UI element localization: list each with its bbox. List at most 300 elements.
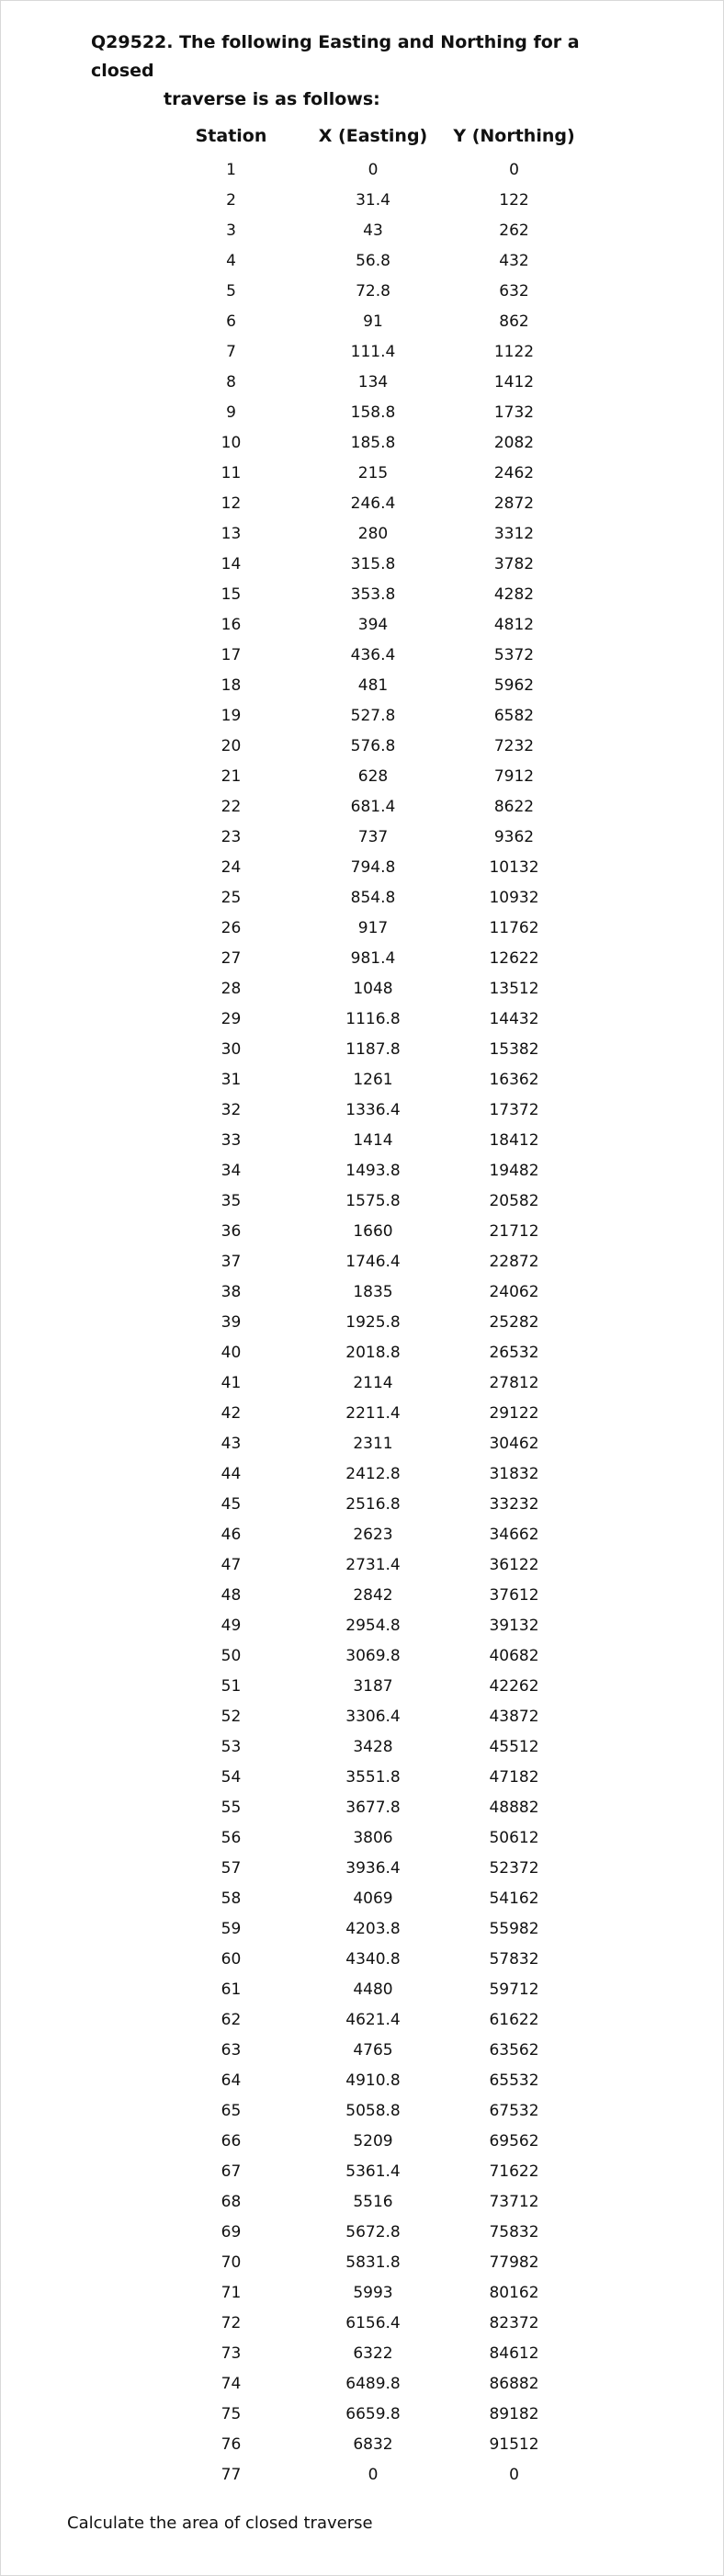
cell-northing: 19482 <box>489 1161 539 1180</box>
cell-northing: 71622 <box>489 2162 539 2181</box>
cell-northing: 45512 <box>489 1737 539 1756</box>
cell-northing: 52372 <box>489 1858 539 1878</box>
cell-station: 15 <box>221 584 242 604</box>
table-row <box>166 1549 578 1580</box>
cell-northing: 14432 <box>489 1009 539 1028</box>
cell-easting: 2114 <box>353 1373 393 1392</box>
cell-easting: 4765 <box>353 2040 393 2060</box>
cell-easting: 185.8 <box>350 433 396 452</box>
cell-station: 54 <box>221 1767 242 1787</box>
table-row <box>166 367 578 397</box>
question-line-2: traverse is as follows: <box>164 89 380 109</box>
table-row <box>166 1489 578 1519</box>
table-row <box>166 1853 578 1883</box>
cell-easting: 0 <box>368 2465 379 2484</box>
cell-station: 12 <box>221 494 242 513</box>
header-station: Station <box>195 126 267 146</box>
table-row <box>166 1974 578 2004</box>
cell-station: 38 <box>221 1282 242 1301</box>
table-row <box>166 397 578 427</box>
cell-station: 51 <box>221 1676 242 1696</box>
table-row <box>166 2004 578 2035</box>
cell-easting: 3551.8 <box>345 1767 401 1787</box>
cell-easting: 5209 <box>353 2131 393 2150</box>
cell-station: 45 <box>221 1494 242 1514</box>
cell-northing: 47182 <box>489 1767 539 1787</box>
cell-easting: 2412.8 <box>345 1464 401 1483</box>
cell-station: 24 <box>221 857 242 877</box>
table-row <box>166 1671 578 1701</box>
cell-station: 41 <box>221 1373 242 1392</box>
cell-northing: 69562 <box>489 2131 539 2150</box>
table-row <box>166 2156 578 2186</box>
table-row <box>166 2217 578 2247</box>
cell-easting: 315.8 <box>350 554 396 573</box>
cell-station: 3 <box>226 221 236 240</box>
cell-northing: 4812 <box>493 615 535 634</box>
table-row <box>166 306 578 336</box>
cell-station: 21 <box>221 766 242 786</box>
cell-northing: 18412 <box>489 1130 539 1150</box>
cell-station: 72 <box>221 2313 242 2332</box>
cell-station: 64 <box>221 2071 242 2090</box>
cell-northing: 67532 <box>489 2101 539 2120</box>
cell-northing: 33232 <box>489 1494 539 1514</box>
cell-easting: 3306.4 <box>345 1707 401 1726</box>
cell-easting: 1336.4 <box>345 1100 401 1119</box>
cell-easting: 6322 <box>353 2343 393 2363</box>
cell-northing: 75832 <box>489 2222 539 2241</box>
cell-station: 22 <box>221 797 242 816</box>
cell-northing: 22872 <box>489 1252 539 1271</box>
cell-northing: 2872 <box>493 494 535 513</box>
cell-easting: 2954.8 <box>345 1616 401 1635</box>
cell-easting: 527.8 <box>350 706 396 725</box>
table-row <box>166 1610 578 1640</box>
cell-northing: 77982 <box>489 2253 539 2272</box>
cell-easting: 3677.8 <box>345 1798 401 1817</box>
cell-station: 25 <box>221 888 242 907</box>
cell-easting: 1048 <box>353 979 393 998</box>
cell-northing: 55982 <box>489 1919 539 1938</box>
table-row <box>166 2035 578 2065</box>
cell-northing: 13512 <box>489 979 539 998</box>
cell-easting: 4340.8 <box>345 1949 401 1969</box>
table-row <box>166 245 578 276</box>
cell-easting: 134 <box>357 372 389 392</box>
cell-station: 33 <box>221 1130 242 1150</box>
table-row <box>166 1944 578 1974</box>
cell-easting: 1116.8 <box>345 1009 401 1028</box>
table-row <box>166 1337 578 1367</box>
cell-northing: 30462 <box>489 1434 539 1453</box>
cell-northing: 36122 <box>489 1555 539 1574</box>
cell-northing: 0 <box>509 160 519 179</box>
cell-easting: 394 <box>357 615 389 634</box>
cell-easting: 3187 <box>353 1676 393 1696</box>
cell-northing: 84612 <box>489 2343 539 2363</box>
cell-northing: 15382 <box>489 1039 539 1059</box>
cell-northing: 10132 <box>489 857 539 877</box>
cell-northing: 91512 <box>489 2434 539 2454</box>
question-line-1: Q29522. The following Easting and Northing for a closed <box>91 32 580 81</box>
cell-station: 9 <box>226 403 236 422</box>
table-row <box>166 1095 578 1125</box>
cell-station: 74 <box>221 2374 242 2393</box>
cell-northing: 3782 <box>493 554 535 573</box>
table-row <box>166 1883 578 1913</box>
table-row <box>166 2247 578 2277</box>
table-row <box>166 973 578 1004</box>
cell-easting: 6659.8 <box>345 2404 401 2423</box>
cell-station: 48 <box>221 1585 242 1605</box>
cell-easting: 2311 <box>353 1434 393 1453</box>
cell-station: 27 <box>221 948 242 968</box>
cell-northing: 59712 <box>489 1980 539 1999</box>
cell-easting: 6156.4 <box>345 2313 401 2332</box>
cell-easting: 5516 <box>353 2192 393 2211</box>
cell-easting: 1660 <box>353 1221 393 1241</box>
cell-northing: 1412 <box>493 372 535 392</box>
table-row <box>166 1277 578 1307</box>
table-header-row <box>166 118 578 154</box>
table-row <box>166 185 578 215</box>
question-text <box>91 28 642 114</box>
cell-easting: 917 <box>357 918 389 937</box>
cell-northing: 16362 <box>489 1070 539 1089</box>
table-row <box>166 1034 578 1064</box>
cell-station: 7 <box>226 342 236 361</box>
cell-easting: 43 <box>363 221 383 240</box>
cell-station: 40 <box>221 1343 242 1362</box>
cell-easting: 3806 <box>353 1828 393 1847</box>
cell-easting: 91 <box>363 312 383 331</box>
table-row <box>166 2095 578 2126</box>
table-row <box>166 822 578 852</box>
table-row <box>166 1216 578 1246</box>
cell-easting: 1746.4 <box>345 1252 401 1271</box>
cell-northing: 27812 <box>489 1373 539 1392</box>
cell-northing: 2082 <box>493 433 535 452</box>
cell-northing: 61622 <box>489 2010 539 2029</box>
table-row <box>166 1125 578 1155</box>
cell-easting: 3428 <box>353 1737 393 1756</box>
cell-easting: 2623 <box>353 1525 393 1544</box>
cell-station: 6 <box>226 312 236 331</box>
cell-northing: 40682 <box>489 1646 539 1665</box>
cell-northing: 17372 <box>489 1100 539 1119</box>
cell-station: 61 <box>221 1980 242 1999</box>
cell-station: 46 <box>221 1525 242 1544</box>
cell-station: 35 <box>221 1191 242 1210</box>
cell-station: 52 <box>221 1707 242 1726</box>
table-row <box>166 2308 578 2338</box>
cell-northing: 5962 <box>493 675 535 695</box>
table-row <box>166 2429 578 2459</box>
cell-easting: 628 <box>357 766 389 786</box>
traverse-table <box>166 118 578 2490</box>
cell-easting: 6489.8 <box>345 2374 401 2393</box>
cell-station: 26 <box>221 918 242 937</box>
cell-northing: 5372 <box>493 645 535 664</box>
cell-northing: 86882 <box>489 2374 539 2393</box>
table-row <box>166 336 578 367</box>
cell-easting: 5993 <box>353 2283 393 2302</box>
cell-station: 76 <box>221 2434 242 2454</box>
cell-northing: 37612 <box>489 1585 539 1605</box>
cell-easting: 111.4 <box>350 342 396 361</box>
cell-northing: 73712 <box>489 2192 539 2211</box>
table-row <box>166 1640 578 1671</box>
cell-easting: 31.4 <box>356 190 390 210</box>
cell-station: 67 <box>221 2162 242 2181</box>
table-row <box>166 2459 578 2490</box>
cell-northing: 4282 <box>493 584 535 604</box>
table-row <box>166 2277 578 2308</box>
cell-station: 57 <box>221 1858 242 1878</box>
cell-station: 29 <box>221 1009 242 1028</box>
cell-northing: 20582 <box>489 1191 539 1210</box>
table-row <box>166 761 578 791</box>
cell-station: 65 <box>221 2101 242 2120</box>
cell-easting: 981.4 <box>350 948 396 968</box>
cell-station: 63 <box>221 2040 242 2060</box>
cell-station: 75 <box>221 2404 242 2423</box>
cell-easting: 215 <box>357 463 389 482</box>
cell-easting: 4480 <box>353 1980 393 1999</box>
table-row <box>166 215 578 245</box>
table-row <box>166 1398 578 1428</box>
cell-northing: 1732 <box>493 403 535 422</box>
table-row <box>166 1064 578 1095</box>
cell-station: 44 <box>221 1464 242 1483</box>
cell-northing: 42262 <box>489 1676 539 1696</box>
table-row <box>166 276 578 306</box>
table-row <box>166 1307 578 1337</box>
table-row <box>166 1367 578 1398</box>
cell-station: 56 <box>221 1828 242 1847</box>
cell-station: 18 <box>221 675 242 695</box>
cell-easting: 1414 <box>353 1130 393 1150</box>
cell-station: 30 <box>221 1039 242 1059</box>
cell-northing: 89182 <box>489 2404 539 2423</box>
table-row <box>166 1822 578 1853</box>
table-row <box>166 943 578 973</box>
cell-easting: 4621.4 <box>345 2010 401 2029</box>
cell-station: 73 <box>221 2343 242 2363</box>
cell-easting: 5361.4 <box>345 2162 401 2181</box>
table-row <box>166 1701 578 1731</box>
cell-northing: 21712 <box>489 1221 539 1241</box>
cell-northing: 54162 <box>489 1889 539 1908</box>
table-row <box>166 154 578 185</box>
cell-station: 28 <box>221 979 242 998</box>
table-row <box>166 2065 578 2095</box>
table-row <box>166 2368 578 2399</box>
cell-station: 59 <box>221 1919 242 1938</box>
cell-station: 20 <box>221 736 242 755</box>
cell-easting: 854.8 <box>350 888 396 907</box>
table-row <box>166 1246 578 1277</box>
table-row <box>166 1458 578 1489</box>
cell-northing: 25282 <box>489 1312 539 1332</box>
cell-northing: 26532 <box>489 1343 539 1362</box>
cell-northing: 57832 <box>489 1949 539 1969</box>
cell-easting: 737 <box>357 827 389 846</box>
cell-northing: 31832 <box>489 1464 539 1483</box>
cell-easting: 280 <box>357 524 389 543</box>
cell-easting: 246.4 <box>350 494 396 513</box>
cell-station: 5 <box>226 281 236 301</box>
cell-easting: 56.8 <box>356 251 390 270</box>
cell-station: 47 <box>221 1555 242 1574</box>
cell-station: 34 <box>221 1161 242 1180</box>
table-row <box>166 882 578 913</box>
instruction-text: Calculate the area of closed traverse <box>67 2514 373 2533</box>
cell-station: 1 <box>226 160 236 179</box>
cell-station: 4 <box>226 251 236 270</box>
cell-easting: 1261 <box>353 1070 393 1089</box>
header-northing: Y (Northing) <box>453 126 575 146</box>
cell-easting: 2516.8 <box>345 1494 401 1514</box>
cell-northing: 2462 <box>493 463 535 482</box>
cell-northing: 7232 <box>493 736 535 755</box>
table-row <box>166 852 578 882</box>
cell-northing: 50612 <box>489 1828 539 1847</box>
cell-station: 2 <box>226 190 236 210</box>
cell-easting: 2018.8 <box>345 1343 401 1362</box>
cell-northing: 43872 <box>489 1707 539 1726</box>
cell-northing: 11762 <box>489 918 539 937</box>
cell-station: 8 <box>226 372 236 392</box>
table-row <box>166 2126 578 2156</box>
cell-station: 77 <box>221 2465 242 2484</box>
cell-northing: 12622 <box>489 948 539 968</box>
cell-easting: 576.8 <box>350 736 396 755</box>
cell-easting: 481 <box>357 675 389 695</box>
table-row <box>166 1580 578 1610</box>
table-row <box>166 458 578 488</box>
cell-northing: 80162 <box>489 2283 539 2302</box>
cell-station: 31 <box>221 1070 242 1089</box>
cell-station: 19 <box>221 706 242 725</box>
cell-easting: 1925.8 <box>345 1312 401 1332</box>
cell-easting: 436.4 <box>350 645 396 664</box>
cell-station: 71 <box>221 2283 242 2302</box>
cell-station: 14 <box>221 554 242 573</box>
cell-easting: 4203.8 <box>345 1919 401 1938</box>
cell-northing: 65532 <box>489 2071 539 2090</box>
cell-station: 53 <box>221 1737 242 1756</box>
cell-easting: 1493.8 <box>345 1161 401 1180</box>
table-row <box>166 1004 578 1034</box>
cell-easting: 4910.8 <box>345 2071 401 2090</box>
table-row <box>166 2399 578 2429</box>
cell-station: 62 <box>221 2010 242 2029</box>
table-row <box>166 2338 578 2368</box>
table-row <box>166 1428 578 1458</box>
table-row <box>166 791 578 822</box>
cell-station: 13 <box>221 524 242 543</box>
cell-easting: 2731.4 <box>345 1555 401 1574</box>
cell-easting: 5058.8 <box>345 2101 401 2120</box>
table-body <box>166 154 578 2490</box>
cell-northing: 63562 <box>489 2040 539 2060</box>
cell-station: 16 <box>221 615 242 634</box>
cell-station: 43 <box>221 1434 242 1453</box>
cell-easting: 0 <box>368 160 379 179</box>
cell-station: 66 <box>221 2131 242 2150</box>
cell-northing: 34662 <box>489 1525 539 1544</box>
cell-station: 32 <box>221 1100 242 1119</box>
cell-station: 49 <box>221 1616 242 1635</box>
cell-station: 70 <box>221 2253 242 2272</box>
cell-station: 42 <box>221 1403 242 1423</box>
cell-northing: 3312 <box>493 524 535 543</box>
cell-northing: 10932 <box>489 888 539 907</box>
table-row <box>166 427 578 458</box>
header-easting: X (Easting) <box>318 126 428 146</box>
cell-northing: 1122 <box>493 342 535 361</box>
table-row <box>166 549 578 579</box>
cell-easting: 5672.8 <box>345 2222 401 2241</box>
cell-northing: 39132 <box>489 1616 539 1635</box>
table-row <box>166 913 578 943</box>
table-row <box>166 1731 578 1762</box>
cell-northing: 6582 <box>493 706 535 725</box>
cell-northing: 29122 <box>489 1403 539 1423</box>
cell-station: 69 <box>221 2222 242 2241</box>
cell-station: 23 <box>221 827 242 846</box>
cell-easting: 2842 <box>353 1585 393 1605</box>
table-row <box>166 700 578 731</box>
table-row <box>166 731 578 761</box>
cell-easting: 1835 <box>353 1282 393 1301</box>
cell-station: 11 <box>221 463 242 482</box>
cell-easting: 2211.4 <box>345 1403 401 1423</box>
cell-northing: 122 <box>499 190 529 210</box>
cell-northing: 24062 <box>489 1282 539 1301</box>
table-row <box>166 1913 578 1944</box>
cell-station: 50 <box>221 1646 242 1665</box>
cell-northing: 432 <box>499 251 529 270</box>
cell-northing: 48882 <box>489 1798 539 1817</box>
cell-easting: 3936.4 <box>345 1858 401 1878</box>
table-row <box>166 640 578 670</box>
cell-easting: 158.8 <box>350 403 396 422</box>
cell-easting: 353.8 <box>350 584 396 604</box>
cell-station: 58 <box>221 1889 242 1908</box>
cell-northing: 262 <box>499 221 529 240</box>
table-row <box>166 670 578 700</box>
table-row <box>166 1186 578 1216</box>
cell-easting: 72.8 <box>356 281 390 301</box>
table-row <box>166 2186 578 2217</box>
cell-easting: 5831.8 <box>345 2253 401 2272</box>
cell-easting: 6832 <box>353 2434 393 2454</box>
cell-station: 37 <box>221 1252 242 1271</box>
cell-northing: 0 <box>509 2465 519 2484</box>
cell-easting: 681.4 <box>350 797 396 816</box>
table-row <box>166 1762 578 1792</box>
cell-station: 68 <box>221 2192 242 2211</box>
cell-station: 10 <box>221 433 242 452</box>
cell-easting: 1575.8 <box>345 1191 401 1210</box>
cell-station: 17 <box>221 645 242 664</box>
table-row <box>166 609 578 640</box>
cell-easting: 794.8 <box>350 857 396 877</box>
cell-station: 36 <box>221 1221 242 1241</box>
